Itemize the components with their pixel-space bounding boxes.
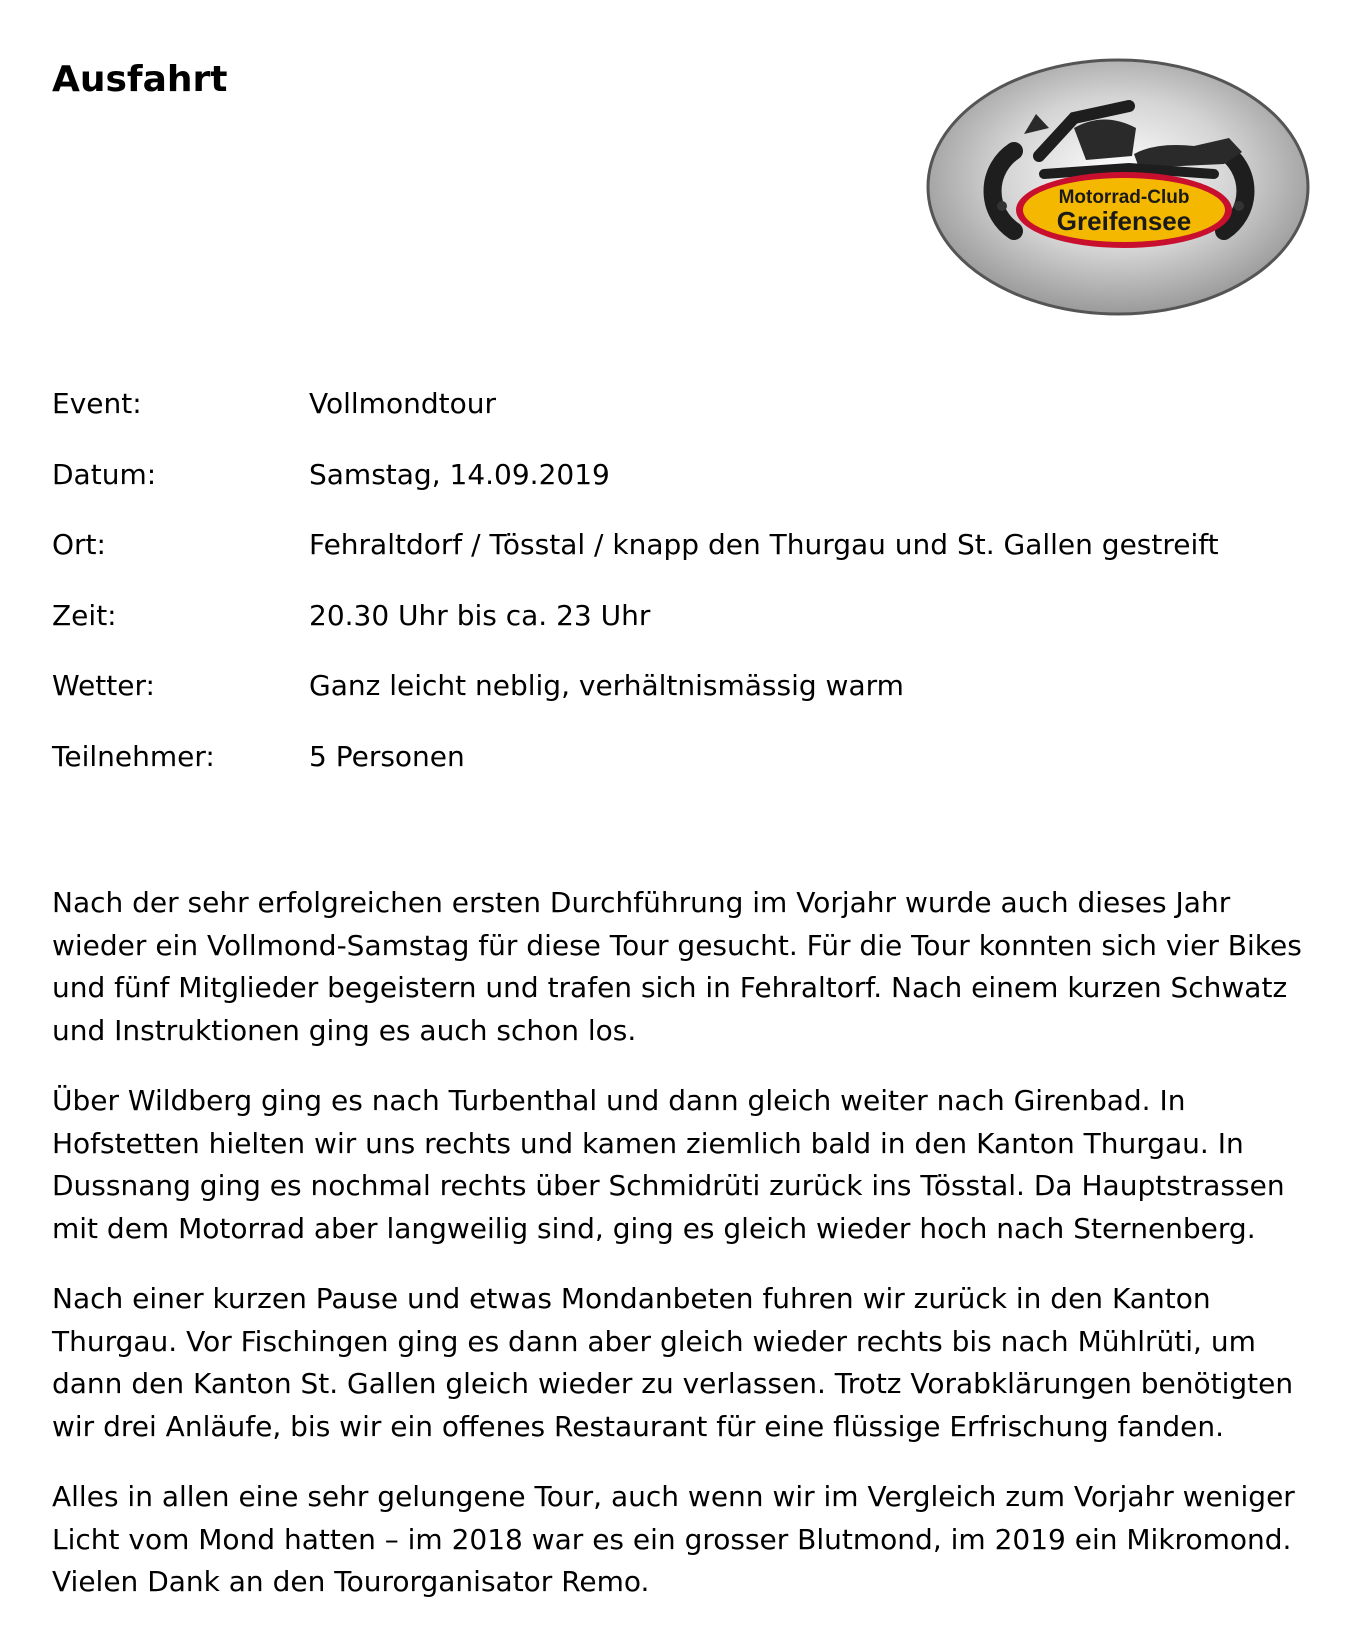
club-logo-graphic	[924, 56, 1312, 318]
info-value: Ganz leicht neblig, verhältnismässig warm	[309, 669, 904, 702]
logo-text-line1: Motorrad-Club	[1058, 187, 1190, 208]
info-value: Vollmondtour	[309, 387, 496, 420]
info-label: Datum:	[52, 457, 157, 491]
info-label: Ort:	[52, 528, 106, 561]
info-row-event	[52, 386, 1219, 457]
paragraph: Nach der sehr erfolgreichen ersten Durchführung im Vorjahr wurde auch dieses Jahr wieder ein Vollmond-Samstag für diese Tour gesucht. Für die Tour konnten sich vier Bikes und fünf Mitglieder begeistern und trafen sich in Fehraltorf. Nach einem kurzen Schwatz und Instruktionen ging es auch schon los.	[52, 886, 1302, 1047]
report-body	[52, 882, 1312, 1632]
club-badge	[1016, 172, 1232, 248]
paragraph: Alles in allen eine sehr gelungene Tour, auch wenn wir im Vergleich zum Vorjahr weniger Licht vom Mond hatten – im 2018 war es ein grosser Blutmond, im 2019 ein Mikromond. Vielen Dank an den Tourorganisator Remo.	[52, 1480, 1295, 1598]
document-title: Ausfahrt	[52, 59, 228, 100]
info-row-location	[52, 527, 1219, 598]
info-value: Samstag, 14.09.2019	[309, 457, 610, 491]
club-logo	[924, 56, 1312, 318]
paragraph: Über Wildberg ging es nach Turbenthal und dann gleich weiter nach Girenbad. In Hofstetten hielten wir uns rechts und kamen ziemlich bald in den Kanton Thurgau. In Dussnang ging es nochmal rechts über Schmidrüti zurück ins Tösstal. Da Hauptstrassen mit dem Motorrad aber langweilig sind, ging es gleich wieder hoch nach Sternenberg.	[52, 1084, 1285, 1245]
info-label: Wetter:	[52, 669, 155, 702]
info-value: 5 Personen	[309, 739, 465, 773]
paragraph: Nach einer kurzen Pause und etwas Mondanbeten fuhren wir zurück in den Kanton Thurgau. Vor Fischingen ging es dann aber gleich wieder rechts bis nach Mühlrüti, um dann den Kanton St. Gallen gleich wieder zu verlassen. Trotz Vorabklärungen benötigten wir drei Anläufe, bis wir ein offenes Restaurant für eine flüssige Erfrischung fanden.	[52, 1282, 1294, 1443]
info-label: Zeit:	[52, 598, 117, 632]
logo-text-line2: Greifensee	[1056, 206, 1192, 236]
info-value: Fehraltdorf / Tösstal / knapp den Thurgau und St. Gallen gestreift	[309, 528, 1219, 561]
info-row-date	[52, 457, 1219, 528]
info-row-participants	[52, 739, 1219, 810]
info-label: Teilnehmer:	[52, 739, 215, 773]
info-row-weather	[52, 668, 1219, 739]
info-value: 20.30 Uhr bis ca. 23 Uhr	[309, 598, 651, 632]
info-label: Event:	[52, 387, 142, 420]
event-info-table	[52, 386, 1219, 809]
info-row-time	[52, 598, 1219, 669]
